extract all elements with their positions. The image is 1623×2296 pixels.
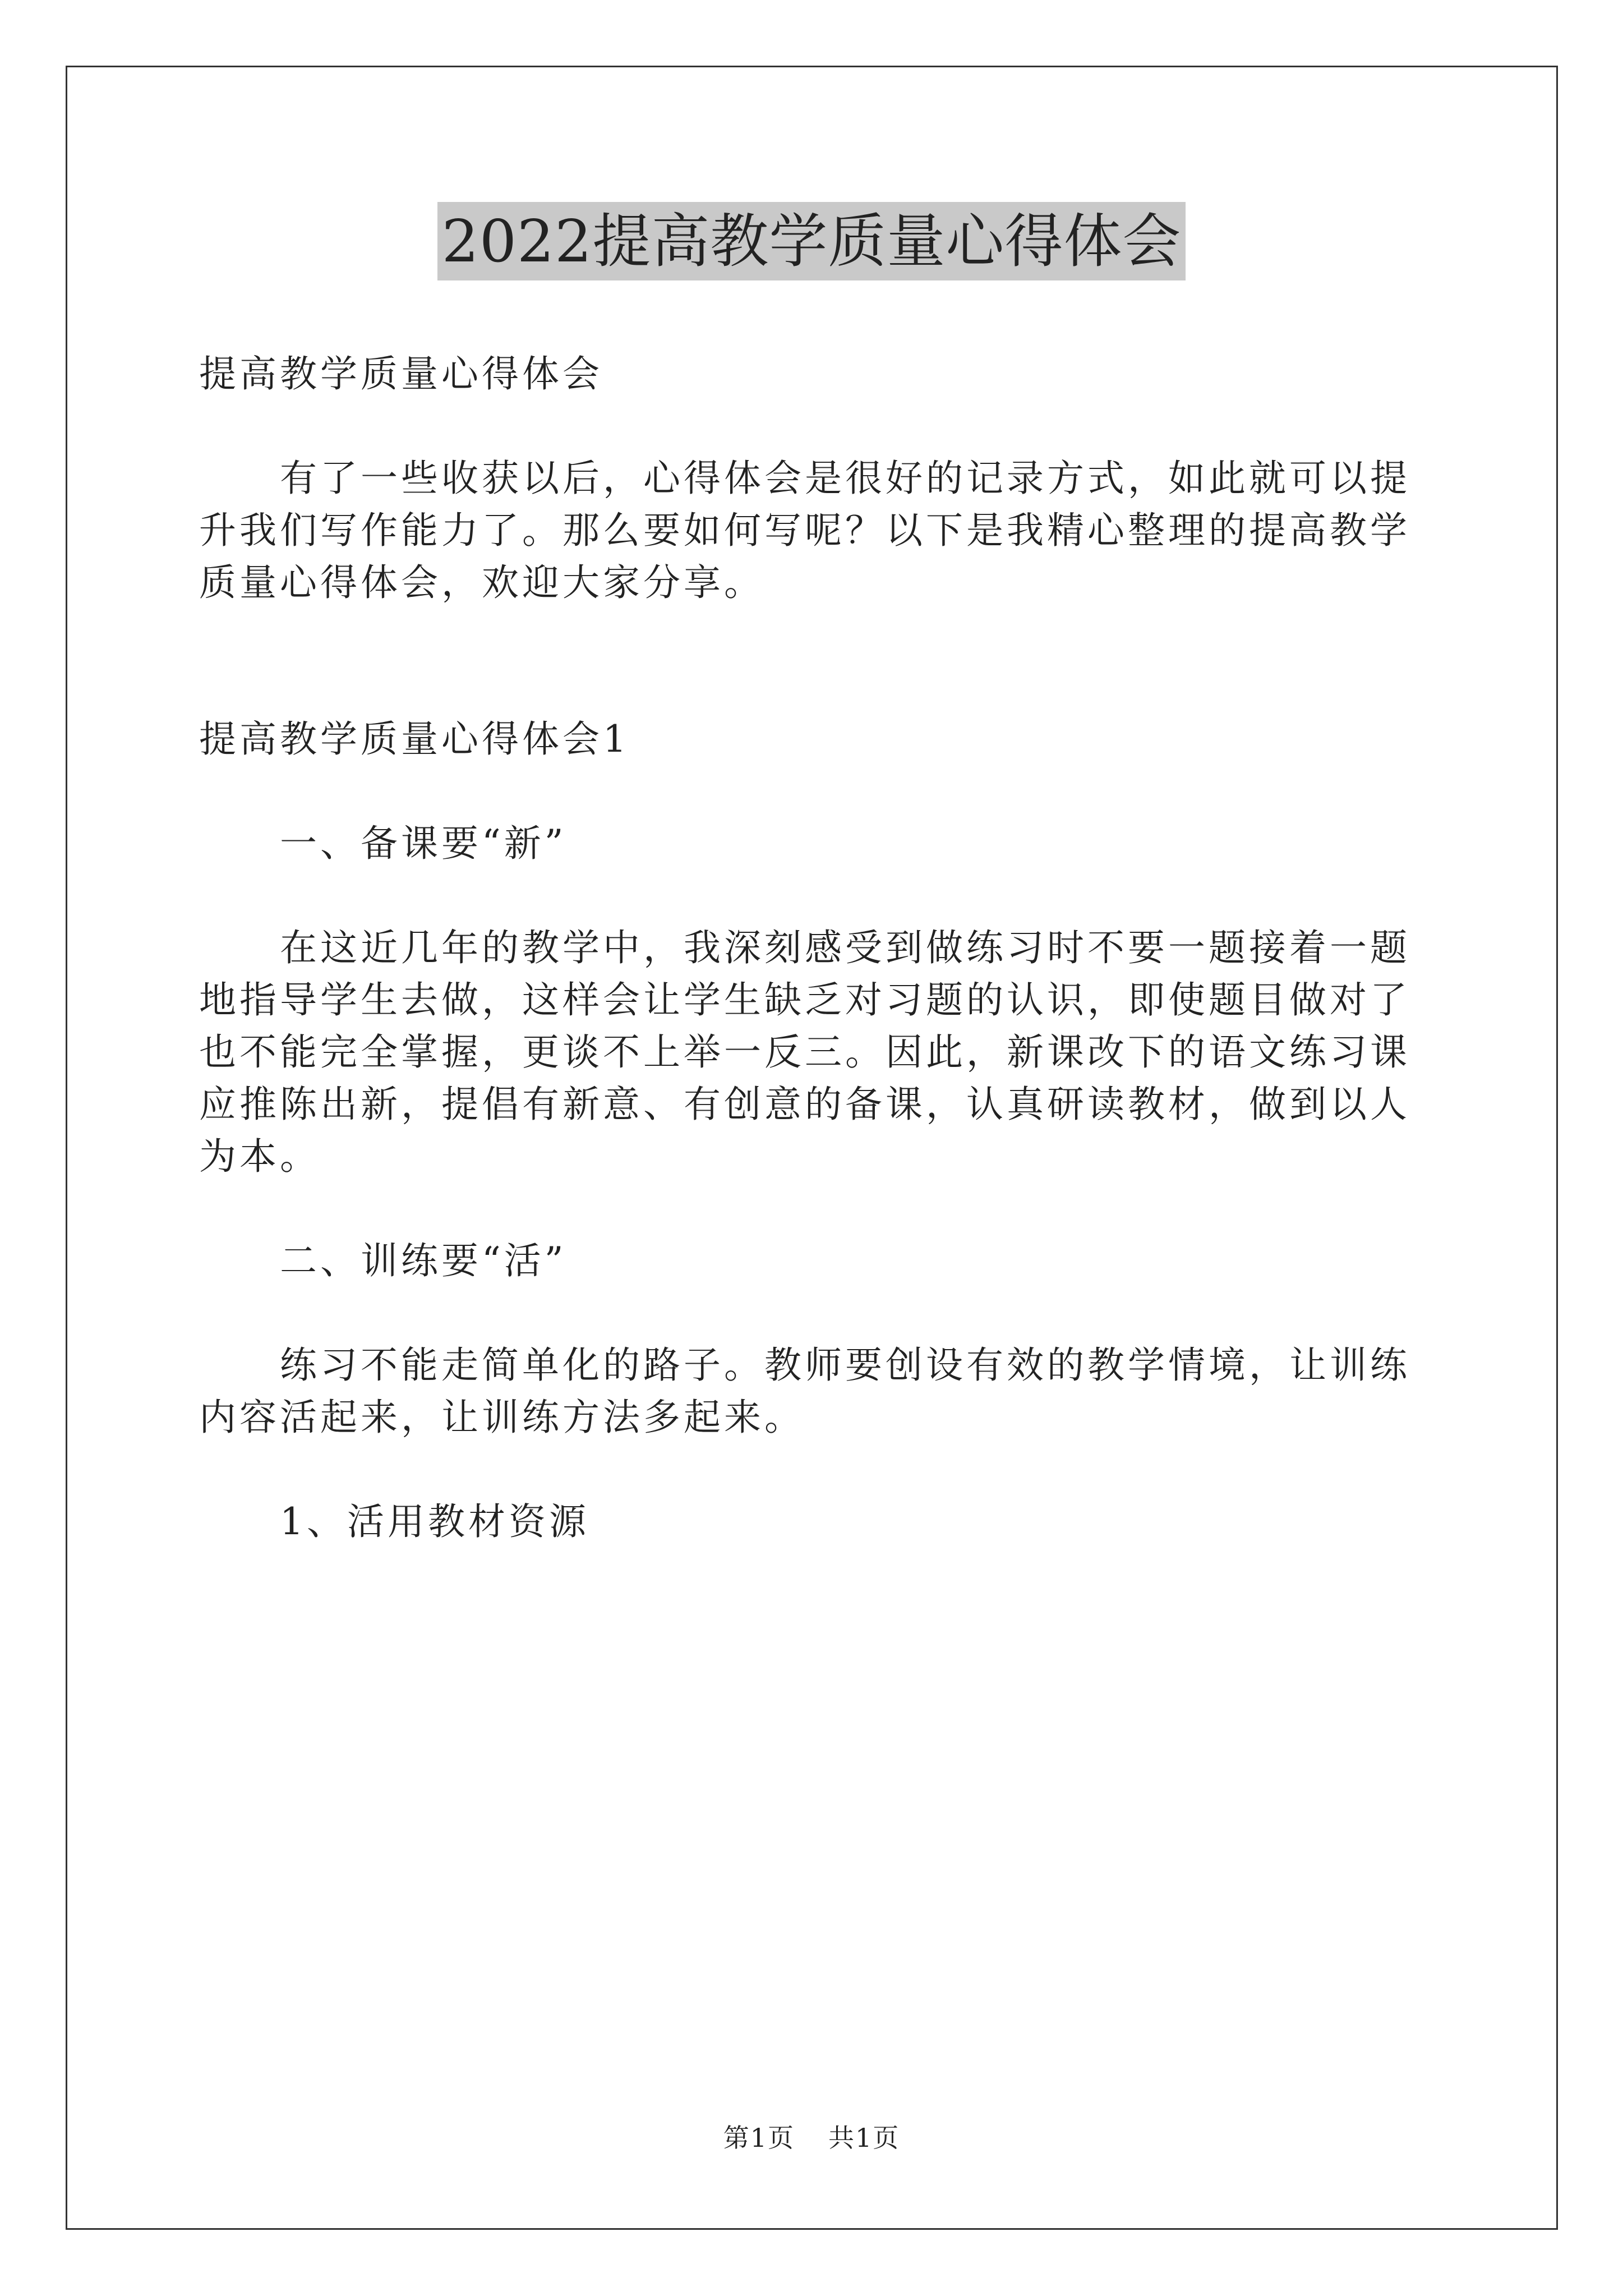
point-heading-2: 二、训练要“活”: [280, 1239, 567, 1282]
subtitle-paragraph: 提高教学质量心得体会: [199, 352, 603, 395]
body-paragraph-1: 在这近几年的教学中，我深刻感受到做练习时不要一题接着一题地指导学生去做，这样会让学生缺乏对习题的认识，即使题目做对了也不能完全掌握，更谈不上举一反三。因此，新课改下的语文练习课应推陈出新，提倡有新意、有创意的备课，认真研读教材，做到以人为本。: [199, 926, 1410, 1178]
point-heading-1: 一、备课要“新”: [280, 822, 567, 865]
section-heading: 提高教学质量心得体会1: [199, 717, 630, 761]
intro-paragraph: 有了一些收获以后，心得体会是很好的记录方式，如此就可以提升我们写作能力了。那么要如何写呢？以下是我精心整理的提高教学质量心得体会，欢迎大家分享。: [199, 457, 1410, 604]
page-footer: [0, 2118, 1623, 2155]
sub-point-heading-1: 1、活用教材资源: [280, 1500, 589, 1543]
document-title-text: 2022提高教学质量心得体会: [437, 202, 1186, 280]
page-total: 共1页: [828, 2123, 900, 2153]
document-body: [199, 348, 1431, 1600]
document-title: [0, 202, 1623, 280]
body-paragraph-2: 练习不能走简单化的路子。教师要创设有效的教学情境，让训练内容活起来，让训练方法多起来。: [199, 1343, 1410, 1439]
page-number: 第1页: [723, 2123, 795, 2153]
